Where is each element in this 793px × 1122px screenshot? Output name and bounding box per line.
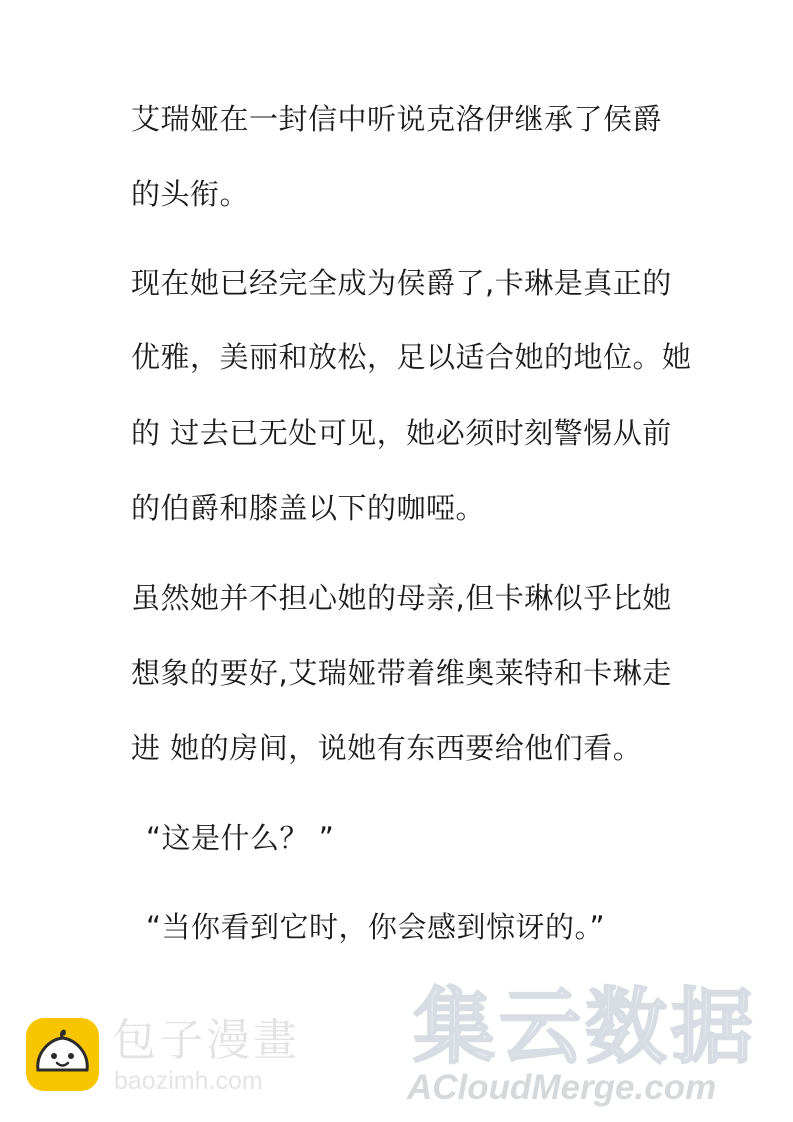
dialogue-line-2: “当你看到它时，你会感到惊讶的。”	[146, 910, 606, 944]
text-line-9: 进 她的房间，说她有东西要给他们看。	[131, 731, 643, 765]
text-line-6: 的伯爵和膝盖以下的咖啞。	[131, 491, 486, 525]
dialogue-line-1: “这是什么？ ”	[146, 821, 335, 855]
acloudmerge-url: ACloudMerge.com	[407, 1068, 717, 1107]
text-line-7: 虽然她并不担心她的母亲,但卡琳似乎比她	[131, 581, 672, 615]
text-line-4: 优雅，美丽和放松，足以适合她的地位。她	[131, 340, 692, 374]
baozimh-title: 包子漫畫	[112, 1015, 300, 1066]
text-line-2: 的头衔。	[131, 177, 250, 211]
baozimh-url: baozimh.com	[114, 1067, 263, 1095]
text-line-8: 想象的要好,艾瑞娅带着维奥莱特和卡琳走	[131, 656, 672, 690]
steamed-bun-icon	[26, 1018, 99, 1091]
text-line-1: 艾瑞娅在一封信中听说克洛伊继承了侯爵	[131, 102, 663, 136]
acloudmerge-watermark	[405, 980, 790, 1110]
baozimh-watermark	[26, 1014, 326, 1098]
text-line-5: 的 过去已无处可见，她必须时刻警惕从前	[131, 416, 672, 450]
acloudmerge-title: 集云数据	[413, 980, 758, 1075]
text-line-3: 现在她已经完全成为侯爵了,卡琳是真正的	[131, 266, 672, 300]
